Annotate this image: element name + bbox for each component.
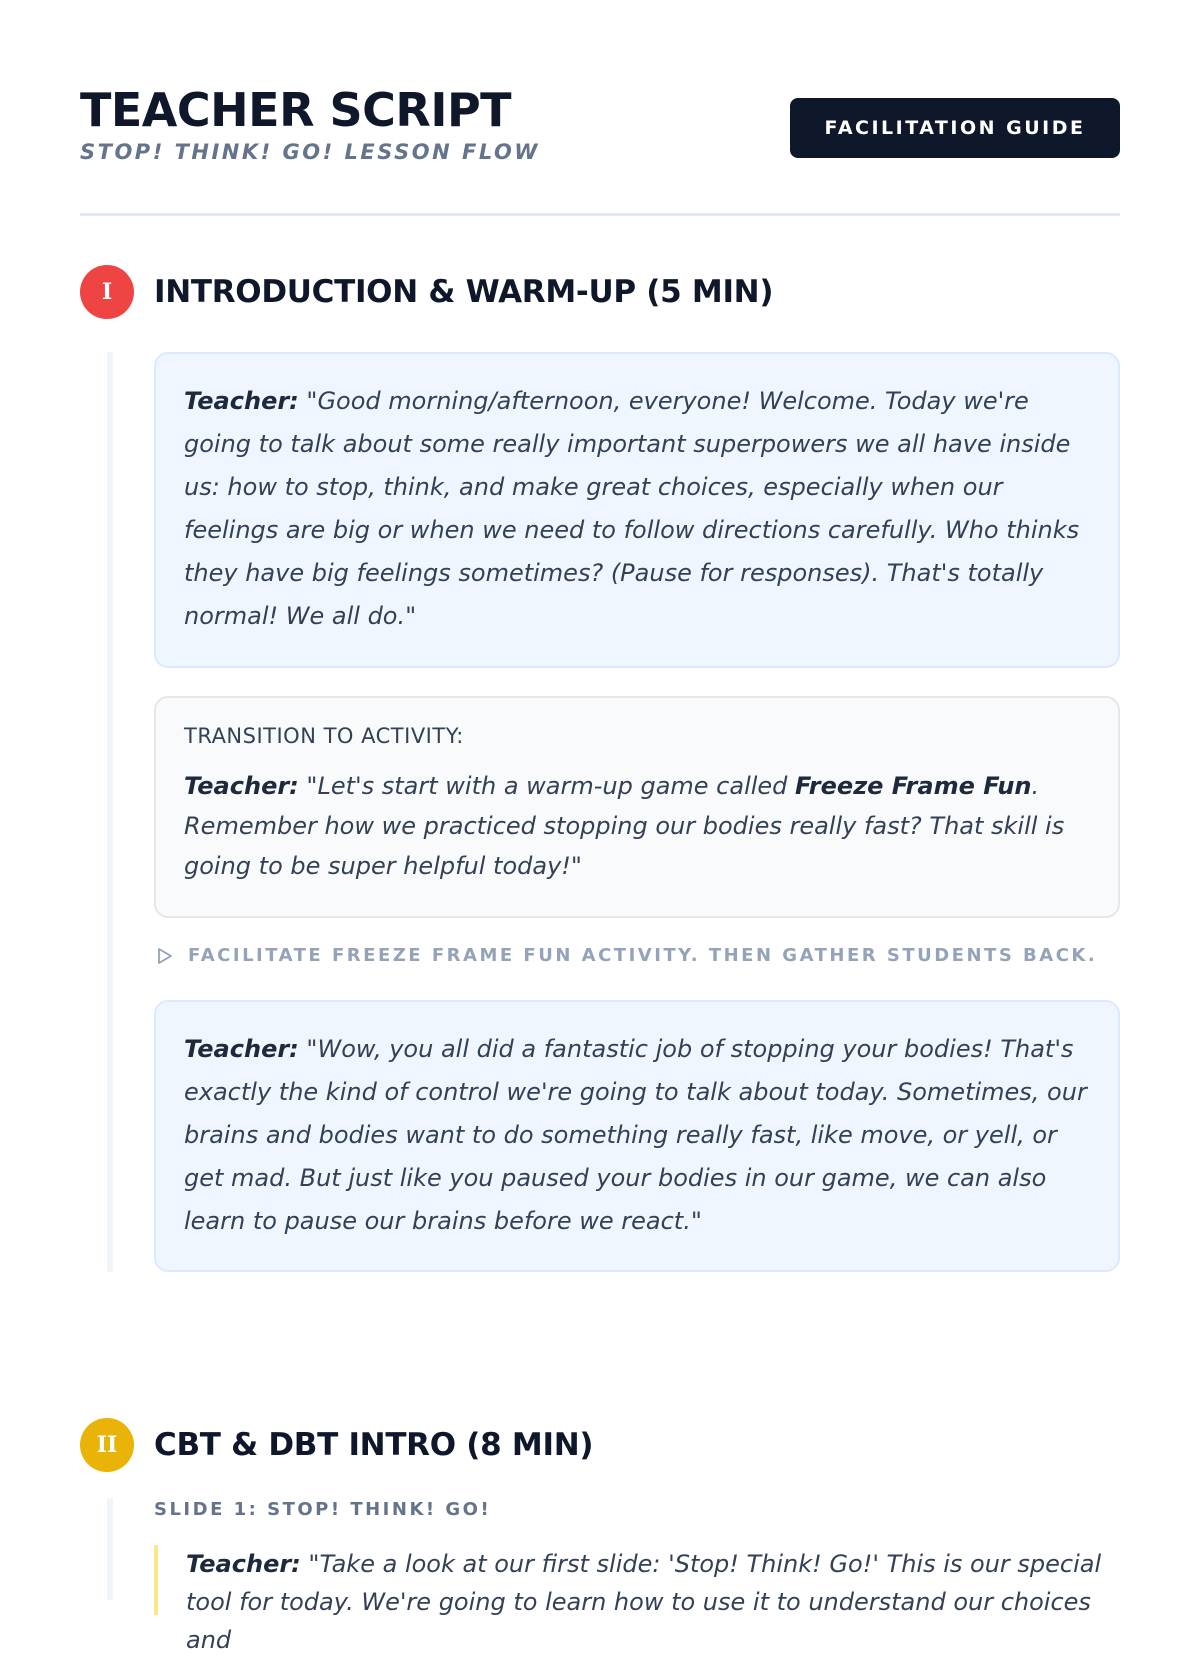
- section-number-badge: II: [80, 1418, 134, 1472]
- header-divider: [80, 213, 1120, 216]
- slide-teacher-quote: [154, 1545, 1120, 1654]
- speaker-label: Teacher:: [184, 387, 299, 415]
- note-text: FACILITATE FREEZE FRAME FUN ACTIVITY. THEN GATHER STUDENTS BACK.: [188, 945, 1098, 966]
- activity-name: Freeze Frame Fun: [795, 772, 1032, 800]
- speaker-label: Teacher:: [186, 1550, 301, 1578]
- page-subtitle: STOP! THINK! GO! LESSON FLOW: [80, 140, 540, 164]
- speaker-label: Teacher:: [184, 772, 299, 800]
- teacher-quote: [184, 766, 1090, 886]
- section-heading-intro: [80, 265, 1120, 319]
- transition-card: [154, 696, 1120, 918]
- section-title: CBT & DBT INTRO (8 MIN): [154, 1427, 594, 1463]
- page-header: [80, 82, 1120, 182]
- facilitation-guide-button[interactable]: FACILITATION GUIDE: [790, 98, 1120, 158]
- section-title: INTRODUCTION & WARM-UP (5 MIN): [154, 274, 774, 310]
- teacher-quote: [184, 380, 1090, 638]
- teacher-script-card: [154, 352, 1120, 668]
- quote-text-end: . Remember how we practiced stopping our bodies really fast? That skill is going to be super helpful today!": [184, 772, 1065, 880]
- slide-label: SLIDE 1: STOP! THINK! GO!: [154, 1499, 492, 1520]
- quote-text: "Let's start with a warm-up game called: [306, 772, 796, 800]
- page-title: TEACHER SCRIPT: [80, 83, 512, 137]
- section-number-badge: I: [80, 265, 134, 319]
- facilitation-note: [156, 945, 1097, 966]
- teacher-script-card: [154, 1000, 1120, 1272]
- teacher-quote: [184, 1028, 1090, 1243]
- section-heading-cbt-dbt: [80, 1418, 1120, 1472]
- timeline-rail: [107, 352, 113, 1272]
- transition-label: TRANSITION TO ACTIVITY:: [184, 724, 464, 748]
- quote-text: "Good morning/afternoon, everyone! Welcome. Today we're going to talk about some really important superpowers we all have inside us: how to stop, think, and make great choices, especially when our feelings are big or when we need to follow directions carefully. Who thinks they have big feelings sometimes? (Pause for responses). That's totally normal! We all do.": [184, 387, 1080, 630]
- quote-text: "Wow, you all did a fantastic job of stopping your bodies! That's exactly the kind of control we're going to talk about today. Sometimes, our brains and bodies want to do something really fast, like move, or yell, or get mad. But just like you paused your bodies in our game, we can also learn to pause our brains before we react.": [184, 1035, 1087, 1235]
- speaker-label: Teacher:: [184, 1035, 299, 1063]
- timeline-rail: [107, 1498, 113, 1600]
- quote-text: "Take a look at our first slide: 'Stop! Think! Go!' This is our special tool for today. We're going to learn how to use it to understand our choices and: [186, 1550, 1102, 1654]
- play-triangle-icon: [156, 947, 174, 965]
